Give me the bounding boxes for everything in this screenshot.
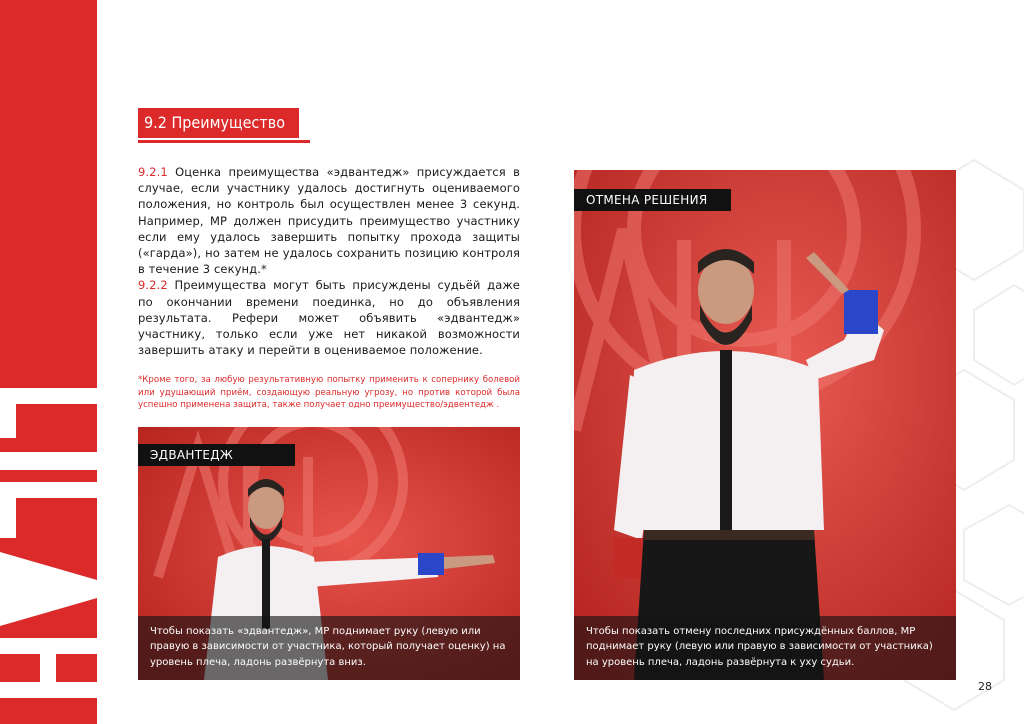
section-title: 9.2 Преимущество bbox=[138, 108, 299, 138]
paragraph-9-2-1 bbox=[138, 164, 520, 277]
photo-cancel-decision bbox=[574, 170, 956, 680]
footnote: *Кроме того, за любую результативную попытку применить к сопернику болевой или удушающий приём, создающую реальную угрозу, но против которой была успешно применена защита, также получает одно преимущество/эдвентедж . bbox=[138, 375, 520, 411]
paragraph-text: Преимущества могут быть присуждены судьёй даже по окончании времени поединка, но до объявления результата. Рефери может объявить «эдвантедж» участнику, только если уже нет никакой возможности завершить атаку и перейти в оцениваемое положение. bbox=[138, 278, 520, 358]
rules-text bbox=[138, 164, 520, 358]
federation-logo-vertical bbox=[0, 380, 97, 724]
photo-label: ОТМЕНА РЕШЕНИЯ bbox=[574, 189, 731, 211]
photo-caption: Чтобы показать отмену последних присуждённых баллов, МР поднимает руку (левую или правую в зависимости от участника) на уровень плеча, ладонь развёрнута к уху судьи. bbox=[574, 616, 956, 681]
paragraph-9-2-2 bbox=[138, 277, 520, 358]
paragraph-number: 9.2.2 bbox=[138, 278, 168, 293]
photo-caption: Чтобы показать «эдвантедж», МР поднимает руку (левую или правую в зависимости от участника, который получает оценку) на уровень плеча, ладонь развёрнута вниз. bbox=[138, 616, 520, 681]
referee-cancel-image bbox=[574, 170, 956, 680]
photo-label: ЭДВАНТЕДЖ bbox=[138, 444, 295, 466]
paragraph-number: 9.2.1 bbox=[138, 165, 168, 179]
photo-advantage bbox=[138, 427, 520, 680]
paragraph-text: Оценка преимущества «эдвантедж» присуждается в случае, если участнику удалось достигнуть оцениваемого положения, но контроль был осуществлен менее 3 секунд. Например, МР должен присудить преимущество участнику если ему удалось завершить попытку прохода защиты («гарда»), но затем не удалось сохранить позицию контроля в течение 3 секунд.* bbox=[138, 165, 520, 277]
title-underline bbox=[138, 140, 310, 143]
page-number: 28 bbox=[978, 680, 992, 693]
